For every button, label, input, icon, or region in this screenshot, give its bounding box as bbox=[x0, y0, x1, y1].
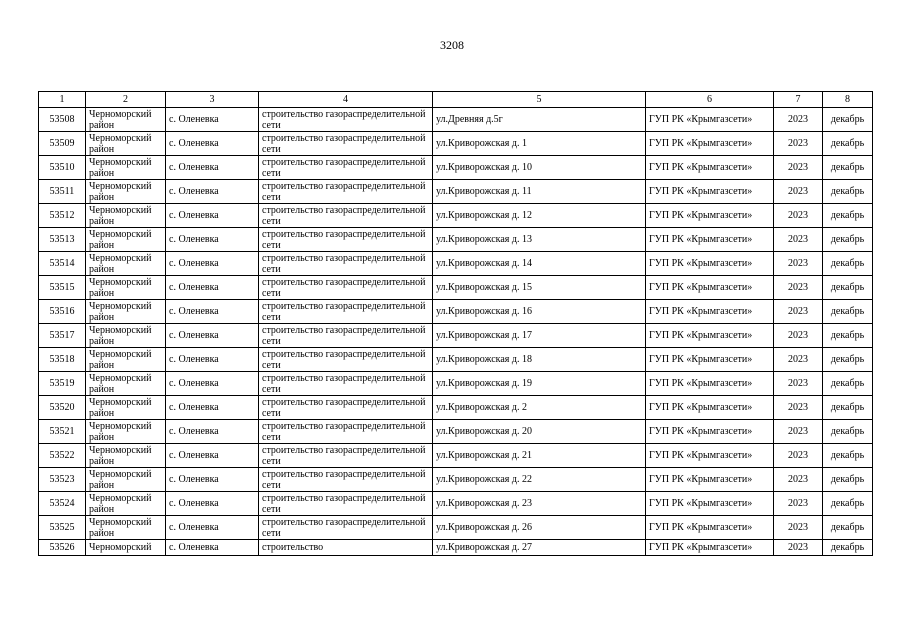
organization-cell: ГУП РК «Крымгазсети» bbox=[646, 108, 774, 132]
row-number-cell: 53523 bbox=[39, 468, 86, 492]
work-type-cell: строительство газораспределительной сети bbox=[259, 444, 433, 468]
district-cell: Черноморский район bbox=[86, 372, 166, 396]
column-header-5: 5 bbox=[433, 92, 646, 108]
table-row bbox=[39, 324, 873, 348]
row-number-cell: 53515 bbox=[39, 276, 86, 300]
month-cell: декабрь bbox=[823, 348, 873, 372]
row-number-cell: 53510 bbox=[39, 156, 86, 180]
address-cell: ул.Криворожская д. 2 bbox=[433, 396, 646, 420]
work-type-cell: строительство газораспределительной сети bbox=[259, 108, 433, 132]
work-type-cell: строительство газораспределительной сети bbox=[259, 204, 433, 228]
organization-cell: ГУП РК «Крымгазсети» bbox=[646, 540, 774, 556]
year-cell: 2023 bbox=[774, 420, 823, 444]
month-cell: декабрь bbox=[823, 540, 873, 556]
year-cell: 2023 bbox=[774, 108, 823, 132]
work-type-cell: строительство газораспределительной сети bbox=[259, 180, 433, 204]
address-cell: ул.Древняя д.5г bbox=[433, 108, 646, 132]
work-type-cell: строительство газораспределительной сети bbox=[259, 420, 433, 444]
month-cell: декабрь bbox=[823, 204, 873, 228]
district-cell: Черноморский район bbox=[86, 348, 166, 372]
table-row bbox=[39, 468, 873, 492]
row-number-cell: 53524 bbox=[39, 492, 86, 516]
row-number-cell: 53516 bbox=[39, 300, 86, 324]
table-row bbox=[39, 516, 873, 540]
settlement-cell: с. Оленевка bbox=[166, 276, 259, 300]
year-cell: 2023 bbox=[774, 252, 823, 276]
table-row bbox=[39, 252, 873, 276]
organization-cell: ГУП РК «Крымгазсети» bbox=[646, 276, 774, 300]
month-cell: декабрь bbox=[823, 420, 873, 444]
settlement-cell: с. Оленевка bbox=[166, 540, 259, 556]
district-cell: Черноморский район bbox=[86, 108, 166, 132]
row-number-cell: 53520 bbox=[39, 396, 86, 420]
table-row bbox=[39, 156, 873, 180]
table-row bbox=[39, 180, 873, 204]
organization-cell: ГУП РК «Крымгазсети» bbox=[646, 468, 774, 492]
district-cell: Черноморский район bbox=[86, 420, 166, 444]
page-number: 3208 bbox=[440, 38, 464, 52]
column-header-3: 3 bbox=[166, 92, 259, 108]
table-row bbox=[39, 540, 873, 556]
column-header-4: 4 bbox=[259, 92, 433, 108]
organization-cell: ГУП РК «Крымгазсети» bbox=[646, 444, 774, 468]
work-type-cell: строительство газораспределительной сети bbox=[259, 396, 433, 420]
work-type-cell: строительство bbox=[259, 540, 433, 556]
table-row bbox=[39, 492, 873, 516]
address-cell: ул.Криворожская д. 16 bbox=[433, 300, 646, 324]
month-cell: декабрь bbox=[823, 396, 873, 420]
address-cell: ул.Криворожская д. 21 bbox=[433, 444, 646, 468]
organization-cell: ГУП РК «Крымгазсети» bbox=[646, 372, 774, 396]
organization-cell: ГУП РК «Крымгазсети» bbox=[646, 324, 774, 348]
table-row bbox=[39, 108, 873, 132]
row-number-cell: 53521 bbox=[39, 420, 86, 444]
settlement-cell: с. Оленевка bbox=[166, 204, 259, 228]
register-table bbox=[38, 91, 873, 556]
work-type-cell: строительство газораспределительной сети bbox=[259, 276, 433, 300]
year-cell: 2023 bbox=[774, 540, 823, 556]
settlement-cell: с. Оленевка bbox=[166, 396, 259, 420]
address-cell: ул.Криворожская д. 27 bbox=[433, 540, 646, 556]
row-number-cell: 53511 bbox=[39, 180, 86, 204]
organization-cell: ГУП РК «Крымгазсети» bbox=[646, 180, 774, 204]
row-number-cell: 53526 bbox=[39, 540, 86, 556]
year-cell: 2023 bbox=[774, 396, 823, 420]
column-header-7: 7 bbox=[774, 92, 823, 108]
address-cell: ул.Криворожская д. 14 bbox=[433, 252, 646, 276]
month-cell: декабрь bbox=[823, 132, 873, 156]
year-cell: 2023 bbox=[774, 516, 823, 540]
district-cell: Черноморский район bbox=[86, 516, 166, 540]
month-cell: декабрь bbox=[823, 492, 873, 516]
settlement-cell: с. Оленевка bbox=[166, 348, 259, 372]
settlement-cell: с. Оленевка bbox=[166, 444, 259, 468]
month-cell: декабрь bbox=[823, 516, 873, 540]
settlement-cell: с. Оленевка bbox=[166, 108, 259, 132]
district-cell: Черноморский район bbox=[86, 156, 166, 180]
row-number-cell: 53522 bbox=[39, 444, 86, 468]
district-cell: Черноморский bbox=[86, 540, 166, 556]
month-cell: декабрь bbox=[823, 276, 873, 300]
table-row bbox=[39, 300, 873, 324]
table-row bbox=[39, 372, 873, 396]
column-header-6: 6 bbox=[646, 92, 774, 108]
organization-cell: ГУП РК «Крымгазсети» bbox=[646, 252, 774, 276]
work-type-cell: строительство газораспределительной сети bbox=[259, 132, 433, 156]
address-cell: ул.Криворожская д. 20 bbox=[433, 420, 646, 444]
district-cell: Черноморский район bbox=[86, 324, 166, 348]
header-row bbox=[39, 92, 873, 108]
organization-cell: ГУП РК «Крымгазсети» bbox=[646, 300, 774, 324]
row-number-cell: 53514 bbox=[39, 252, 86, 276]
year-cell: 2023 bbox=[774, 180, 823, 204]
organization-cell: ГУП РК «Крымгазсети» bbox=[646, 492, 774, 516]
month-cell: декабрь bbox=[823, 228, 873, 252]
settlement-cell: с. Оленевка bbox=[166, 516, 259, 540]
row-number-cell: 53519 bbox=[39, 372, 86, 396]
settlement-cell: с. Оленевка bbox=[166, 324, 259, 348]
work-type-cell: строительство газораспределительной сети bbox=[259, 300, 433, 324]
work-type-cell: строительство газораспределительной сети bbox=[259, 372, 433, 396]
address-cell: ул.Криворожская д. 18 bbox=[433, 348, 646, 372]
district-cell: Черноморский район bbox=[86, 492, 166, 516]
row-number-cell: 53509 bbox=[39, 132, 86, 156]
work-type-cell: строительство газораспределительной сети bbox=[259, 228, 433, 252]
row-number-cell: 53513 bbox=[39, 228, 86, 252]
year-cell: 2023 bbox=[774, 324, 823, 348]
row-number-cell: 53517 bbox=[39, 324, 86, 348]
settlement-cell: с. Оленевка bbox=[166, 180, 259, 204]
work-type-cell: строительство газораспределительной сети bbox=[259, 468, 433, 492]
month-cell: декабрь bbox=[823, 252, 873, 276]
address-cell: ул.Криворожская д. 12 bbox=[433, 204, 646, 228]
settlement-cell: с. Оленевка bbox=[166, 252, 259, 276]
year-cell: 2023 bbox=[774, 132, 823, 156]
work-type-cell: строительство газораспределительной сети bbox=[259, 516, 433, 540]
table-row bbox=[39, 420, 873, 444]
month-cell: декабрь bbox=[823, 300, 873, 324]
row-number-cell: 53518 bbox=[39, 348, 86, 372]
settlement-cell: с. Оленевка bbox=[166, 228, 259, 252]
year-cell: 2023 bbox=[774, 348, 823, 372]
district-cell: Черноморский район bbox=[86, 252, 166, 276]
year-cell: 2023 bbox=[774, 444, 823, 468]
address-cell: ул.Криворожская д. 19 bbox=[433, 372, 646, 396]
settlement-cell: с. Оленевка bbox=[166, 468, 259, 492]
settlement-cell: с. Оленевка bbox=[166, 492, 259, 516]
organization-cell: ГУП РК «Крымгазсети» bbox=[646, 420, 774, 444]
settlement-cell: с. Оленевка bbox=[166, 420, 259, 444]
address-cell: ул.Криворожская д. 17 bbox=[433, 324, 646, 348]
address-cell: ул.Криворожская д. 13 bbox=[433, 228, 646, 252]
district-cell: Черноморский район bbox=[86, 204, 166, 228]
row-number-cell: 53512 bbox=[39, 204, 86, 228]
address-cell: ул.Криворожская д. 15 bbox=[433, 276, 646, 300]
address-cell: ул.Криворожская д. 1 bbox=[433, 132, 646, 156]
settlement-cell: с. Оленевка bbox=[166, 300, 259, 324]
table-row bbox=[39, 204, 873, 228]
month-cell: декабрь bbox=[823, 444, 873, 468]
work-type-cell: строительство газораспределительной сети bbox=[259, 324, 433, 348]
settlement-cell: с. Оленевка bbox=[166, 372, 259, 396]
table-body bbox=[39, 108, 873, 556]
work-type-cell: строительство газораспределительной сети bbox=[259, 492, 433, 516]
settlement-cell: с. Оленевка bbox=[166, 156, 259, 180]
year-cell: 2023 bbox=[774, 228, 823, 252]
column-header-1: 1 bbox=[39, 92, 86, 108]
row-number-cell: 53508 bbox=[39, 108, 86, 132]
district-cell: Черноморский район bbox=[86, 468, 166, 492]
address-cell: ул.Криворожская д. 26 bbox=[433, 516, 646, 540]
district-cell: Черноморский район bbox=[86, 444, 166, 468]
organization-cell: ГУП РК «Крымгазсети» bbox=[646, 156, 774, 180]
table-row bbox=[39, 276, 873, 300]
district-cell: Черноморский район bbox=[86, 300, 166, 324]
table-row bbox=[39, 132, 873, 156]
month-cell: декабрь bbox=[823, 324, 873, 348]
year-cell: 2023 bbox=[774, 372, 823, 396]
organization-cell: ГУП РК «Крымгазсети» bbox=[646, 516, 774, 540]
address-cell: ул.Криворожская д. 22 bbox=[433, 468, 646, 492]
work-type-cell: строительство газораспределительной сети bbox=[259, 348, 433, 372]
district-cell: Черноморский район bbox=[86, 396, 166, 420]
district-cell: Черноморский район bbox=[86, 132, 166, 156]
organization-cell: ГУП РК «Крымгазсети» bbox=[646, 204, 774, 228]
month-cell: декабрь bbox=[823, 372, 873, 396]
table-row bbox=[39, 228, 873, 252]
work-type-cell: строительство газораспределительной сети bbox=[259, 252, 433, 276]
organization-cell: ГУП РК «Крымгазсети» bbox=[646, 132, 774, 156]
organization-cell: ГУП РК «Крымгазсети» bbox=[646, 348, 774, 372]
organization-cell: ГУП РК «Крымгазсети» bbox=[646, 396, 774, 420]
year-cell: 2023 bbox=[774, 492, 823, 516]
settlement-cell: с. Оленевка bbox=[166, 132, 259, 156]
table-row bbox=[39, 444, 873, 468]
address-cell: ул.Криворожская д. 10 bbox=[433, 156, 646, 180]
year-cell: 2023 bbox=[774, 204, 823, 228]
table-row bbox=[39, 348, 873, 372]
month-cell: декабрь bbox=[823, 108, 873, 132]
work-type-cell: строительство газораспределительной сети bbox=[259, 156, 433, 180]
organization-cell: ГУП РК «Крымгазсети» bbox=[646, 228, 774, 252]
month-cell: декабрь bbox=[823, 180, 873, 204]
column-header-2: 2 bbox=[86, 92, 166, 108]
year-cell: 2023 bbox=[774, 300, 823, 324]
district-cell: Черноморский район bbox=[86, 276, 166, 300]
address-cell: ул.Криворожская д. 23 bbox=[433, 492, 646, 516]
year-cell: 2023 bbox=[774, 156, 823, 180]
address-cell: ул.Криворожская д. 11 bbox=[433, 180, 646, 204]
month-cell: декабрь bbox=[823, 156, 873, 180]
table-row bbox=[39, 396, 873, 420]
year-cell: 2023 bbox=[774, 468, 823, 492]
row-number-cell: 53525 bbox=[39, 516, 86, 540]
column-header-8: 8 bbox=[823, 92, 873, 108]
year-cell: 2023 bbox=[774, 276, 823, 300]
district-cell: Черноморский район bbox=[86, 228, 166, 252]
district-cell: Черноморский район bbox=[86, 180, 166, 204]
month-cell: декабрь bbox=[823, 468, 873, 492]
